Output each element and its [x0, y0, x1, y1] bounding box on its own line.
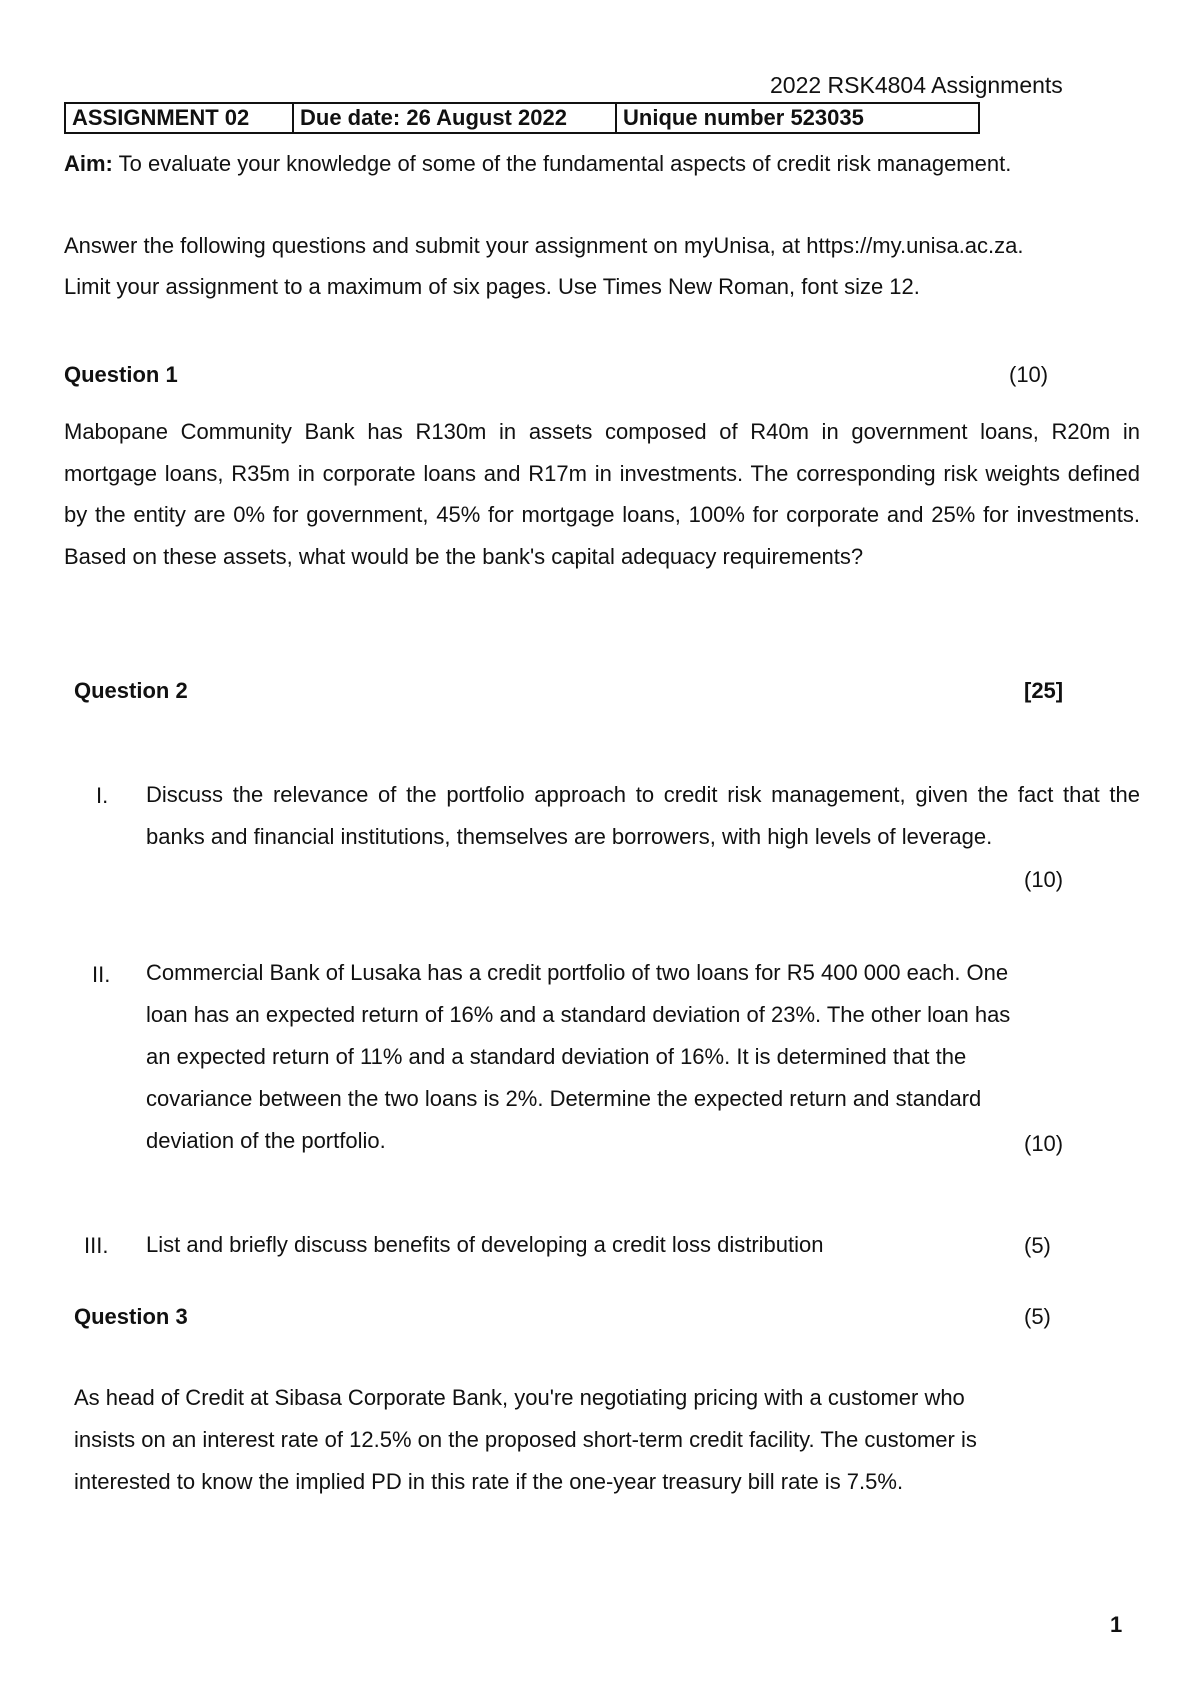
- question-3-marks: (5): [1024, 1304, 1051, 1329]
- part-iii-marks: (5): [1024, 1233, 1051, 1258]
- part-ii-line: an expected return of 11% and a standard deviation of 16%. It is determined that the: [146, 1044, 967, 1069]
- running-header: 2022 RSK4804 Assignments: [770, 72, 1063, 98]
- part-i-marks: (10): [1024, 867, 1064, 892]
- question-2-marks: [25]: [1024, 678, 1064, 703]
- part-i-text: Discuss the relevance of the portfolio approach to credit risk management, given the fact that the banks and financial institutions, themselves are borrowers, with high levels of leverage.: [146, 782, 1140, 849]
- question-3-body: [74, 1377, 1154, 1503]
- page-number: 1: [1110, 1612, 1123, 1637]
- question-3-line: insists on an interest rate of 12.5% on the proposed short-term credit facility. The customer is: [74, 1427, 977, 1452]
- part-ii-line: covariance between the two loans is 2%. Determine the expected return and standard: [146, 1086, 982, 1111]
- assignment-header-table: [64, 102, 980, 134]
- question-1-marks: (10): [1009, 362, 1049, 387]
- assignment-number: ASSIGNMENT 02: [65, 103, 293, 133]
- question-2-title: Question 2: [74, 678, 188, 703]
- part-iii-text: List and briefly discuss benefits of developing a credit loss distribution: [146, 1232, 824, 1257]
- part-ii-line: deviation of the portfolio.: [146, 1128, 386, 1153]
- part-i-numeral: I.: [96, 783, 109, 808]
- part-iii-numeral: III.: [84, 1233, 109, 1258]
- question-1-body: Mabopane Community Bank has R130m in assets composed of R40m in government loans, R20m in mortgage loans, R35m in corporate loans and R17m in investments. The corresponding risk weights defined by the entity are 0% for government, 45% for mortgage loans, 100% for corporate and 25% for investments. Based on these assets, what would be the bank's capital adequacy requirements?: [64, 419, 1140, 569]
- instructions-line-1: Answer the following questions and submit your assignment on myUnisa, at https://my.unisa.ac.za.: [64, 233, 1024, 258]
- part-ii-text: [146, 952, 1146, 1162]
- question-3-line: interested to know the implied PD in this rate if the one-year treasury bill rate is 7.5%.: [74, 1469, 904, 1494]
- question-1-title: Question 1: [64, 362, 178, 387]
- unique-number: Unique number 523035: [616, 103, 979, 133]
- part-ii-line: loan has an expected return of 16% and a standard deviation of 23%. The other loan has: [146, 1002, 1011, 1027]
- aim-text: To evaluate your knowledge of some of the fundamental aspects of credit risk management.: [112, 151, 1012, 176]
- due-date: Due date: 26 August 2022: [293, 103, 616, 133]
- part-ii-line: Commercial Bank of Lusaka has a credit portfolio of two loans for R5 400 000 each. One: [146, 960, 1009, 985]
- part-ii-numeral: II.: [92, 962, 111, 987]
- aim-paragraph: [64, 143, 1144, 184]
- instructions-line-2: Limit your assignment to a maximum of six pages. Use Times New Roman, font size 12.: [64, 274, 920, 299]
- part-ii-marks: (10): [1024, 1131, 1064, 1156]
- question-3-title: Question 3: [74, 1304, 188, 1329]
- aim-label: Aim:: [64, 151, 113, 176]
- question-3-line: As head of Credit at Sibasa Corporate Bank, you're negotiating pricing with a customer who: [74, 1385, 965, 1410]
